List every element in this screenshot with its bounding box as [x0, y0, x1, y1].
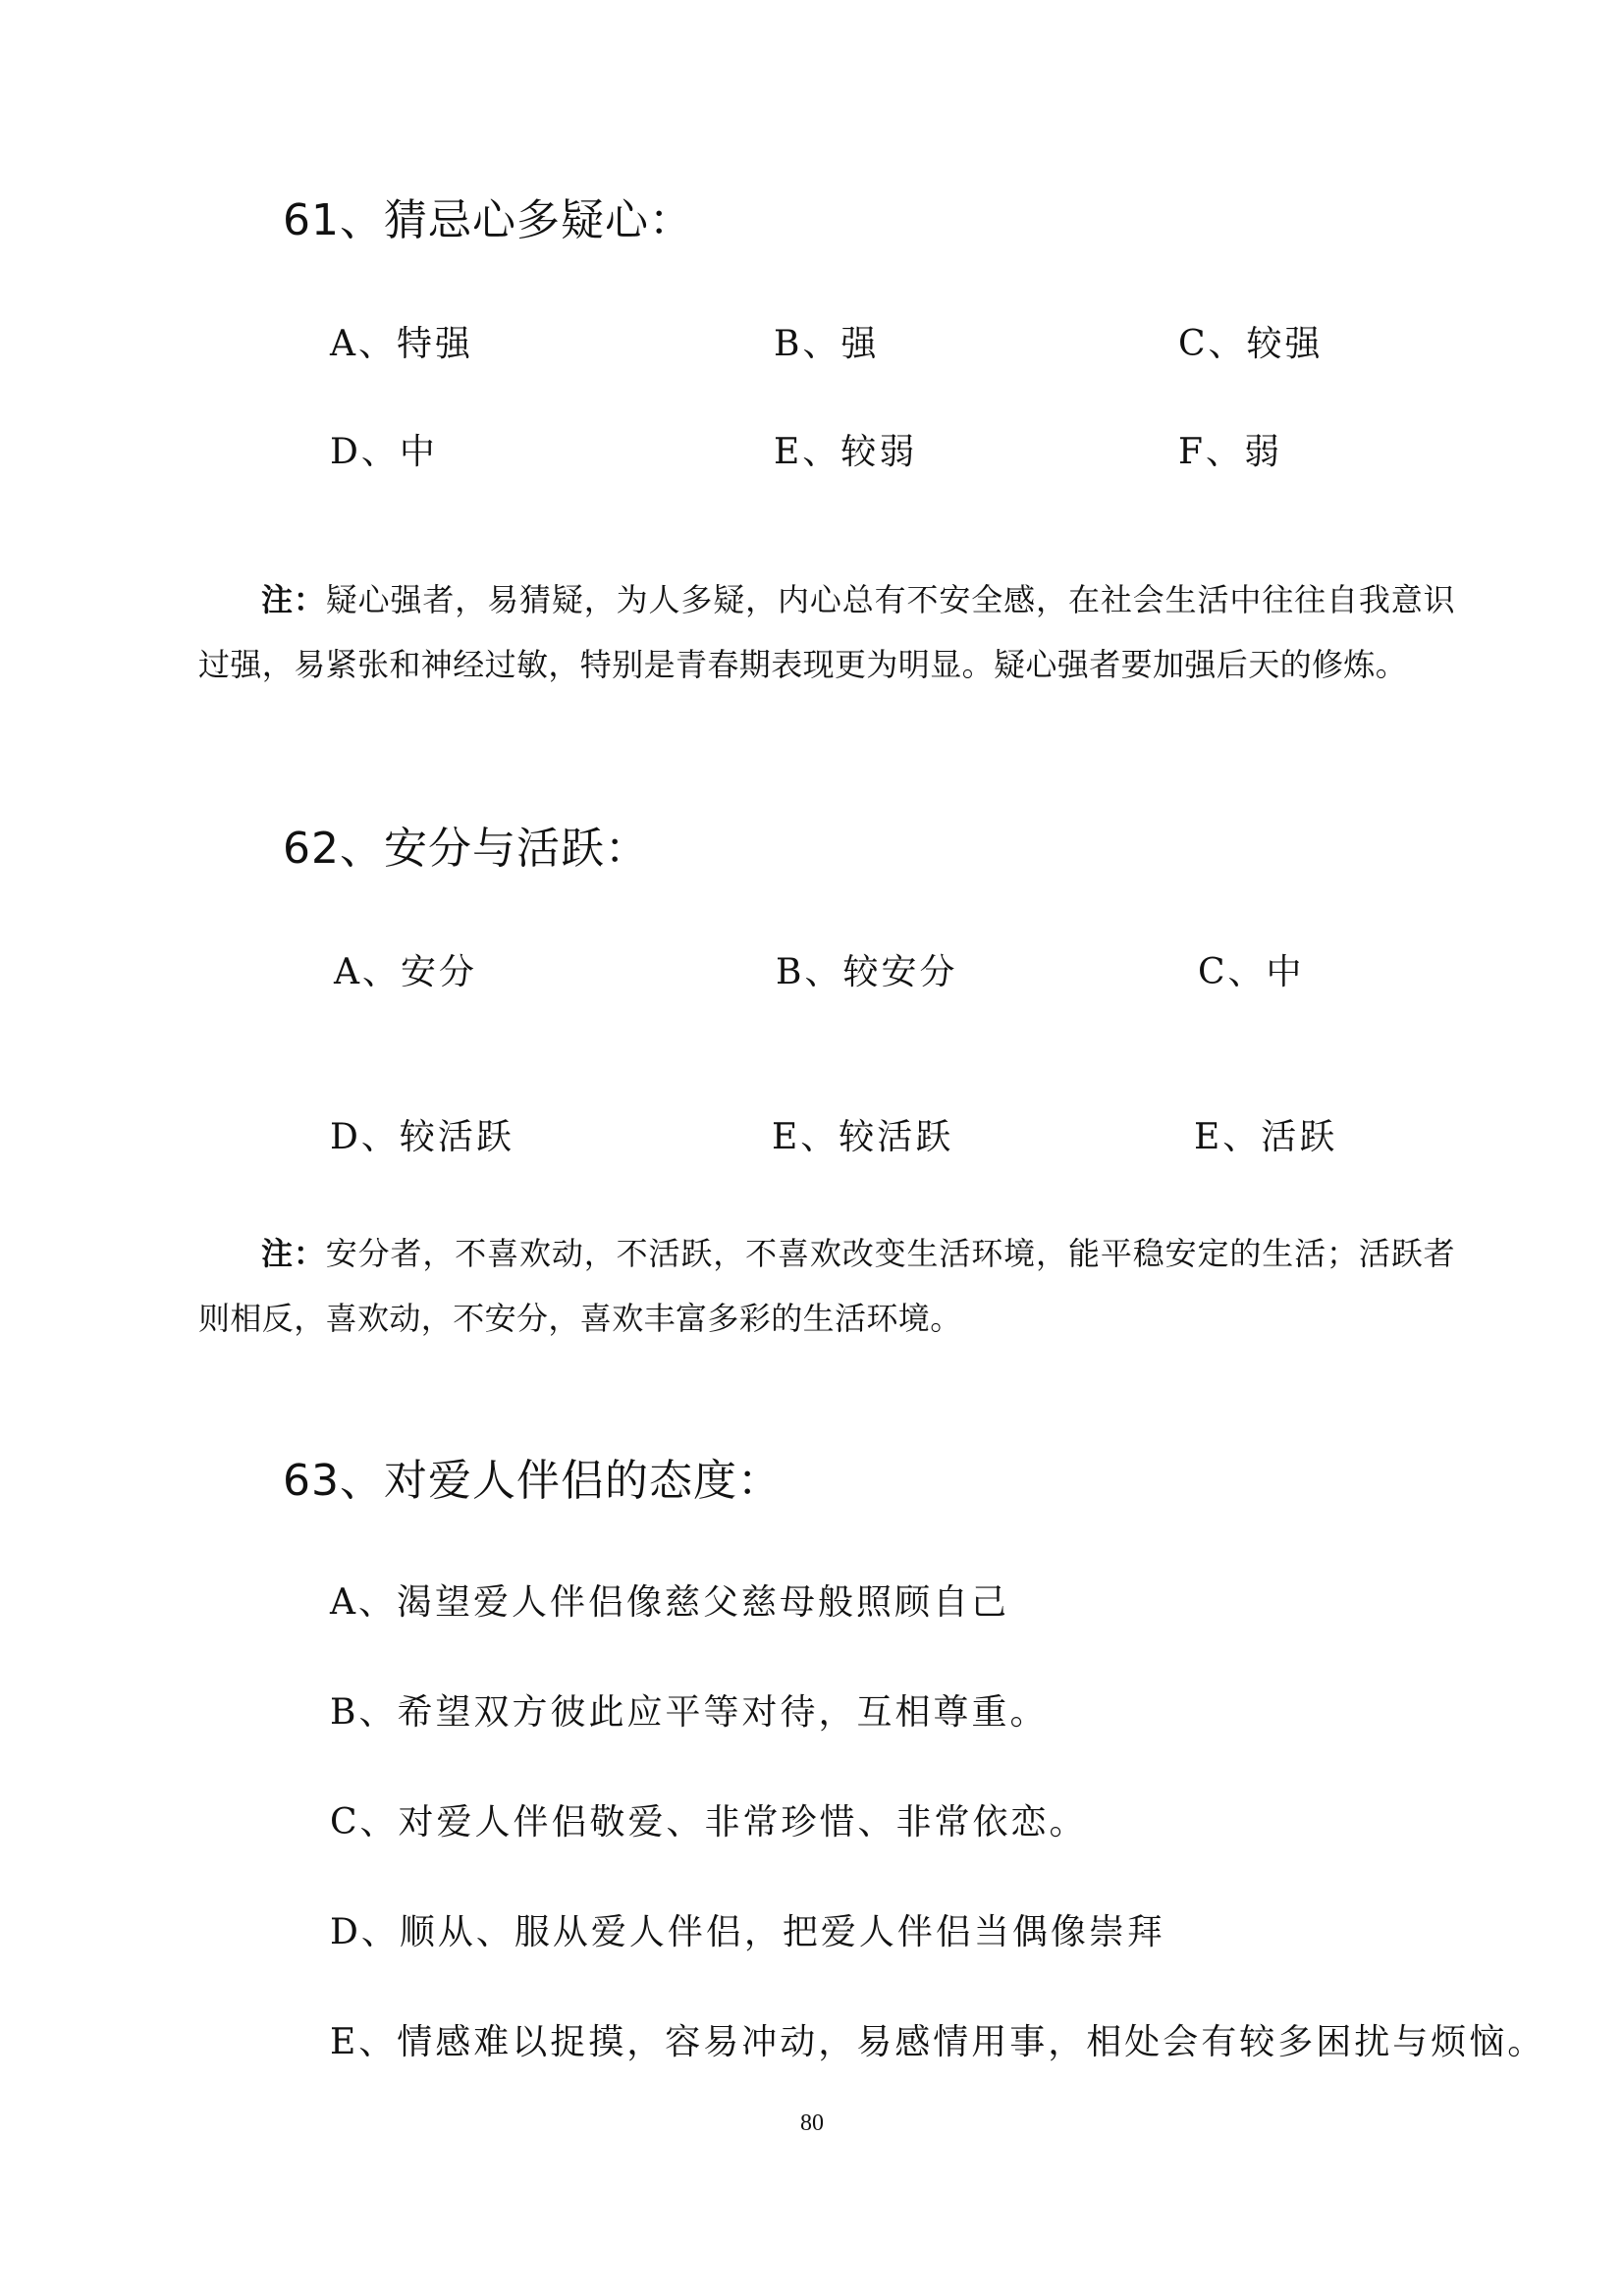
- q61-option-d: D、中: [330, 432, 438, 472]
- q61-note-label: 注：: [261, 581, 326, 618]
- q61-option-e: E、较弱: [774, 432, 918, 472]
- q61-option-c: C、较强: [1178, 324, 1324, 364]
- q61-option-f: F、弱: [1178, 432, 1282, 472]
- q63-option-a: A、渴望爱人伴侣像慈父慈母般照顾自己: [330, 1582, 1009, 1623]
- q62-option-e: E、较活跃: [772, 1117, 954, 1157]
- q63-option-c: C、对爱人伴侣敬爱、非常珍惜、非常依恋。: [330, 1802, 1088, 1842]
- q61-note: [198, 567, 1455, 697]
- q62-option-f: E、活跃: [1194, 1117, 1338, 1157]
- q62-note-text: 安分者，不喜欢动，不活跃，不喜欢改变生活环境，能平稳安定的生活；活跃者则相反，喜欢动，不安分，喜欢丰富多彩的生活环境。: [198, 1235, 1455, 1337]
- question-61-title: 61、猜忌心多疑心：: [283, 195, 693, 245]
- q61-note-text: 疑心强者，易猜疑，为人多疑，内心总有不安全感，在社会生活中往往自我意识过强，易紧张和神经过敏，特别是青春期表现更为明显。疑心强者要加强后天的修炼。: [198, 581, 1455, 683]
- q62-option-c: C、中: [1198, 952, 1305, 992]
- q61-option-a: A、特强: [330, 324, 473, 364]
- q62-option-d: D、较活跃: [330, 1117, 514, 1157]
- q62-option-b: B、较安分: [776, 952, 958, 992]
- page-number: 80: [800, 2110, 824, 2136]
- question-63-title: 63、对爱人伴侣的态度：: [283, 1456, 782, 1506]
- q61-option-b: B、强: [774, 324, 880, 364]
- q63-option-e: E、情感难以捉摸，容易冲动，易感情用事，相处会有较多困扰与烦恼。: [330, 2022, 1546, 2062]
- q62-note-label: 注：: [261, 1235, 326, 1272]
- q63-option-d: D、顺从、服从爱人伴侣，把爱人伴侣当偶像崇拜: [330, 1912, 1165, 1952]
- q62-option-a: A、安分: [334, 952, 477, 992]
- q62-note: [198, 1221, 1455, 1351]
- q63-option-b: B、希望双方彼此应平等对待，互相尊重。: [330, 1692, 1049, 1733]
- question-62-title: 62、安分与活跃：: [283, 824, 649, 874]
